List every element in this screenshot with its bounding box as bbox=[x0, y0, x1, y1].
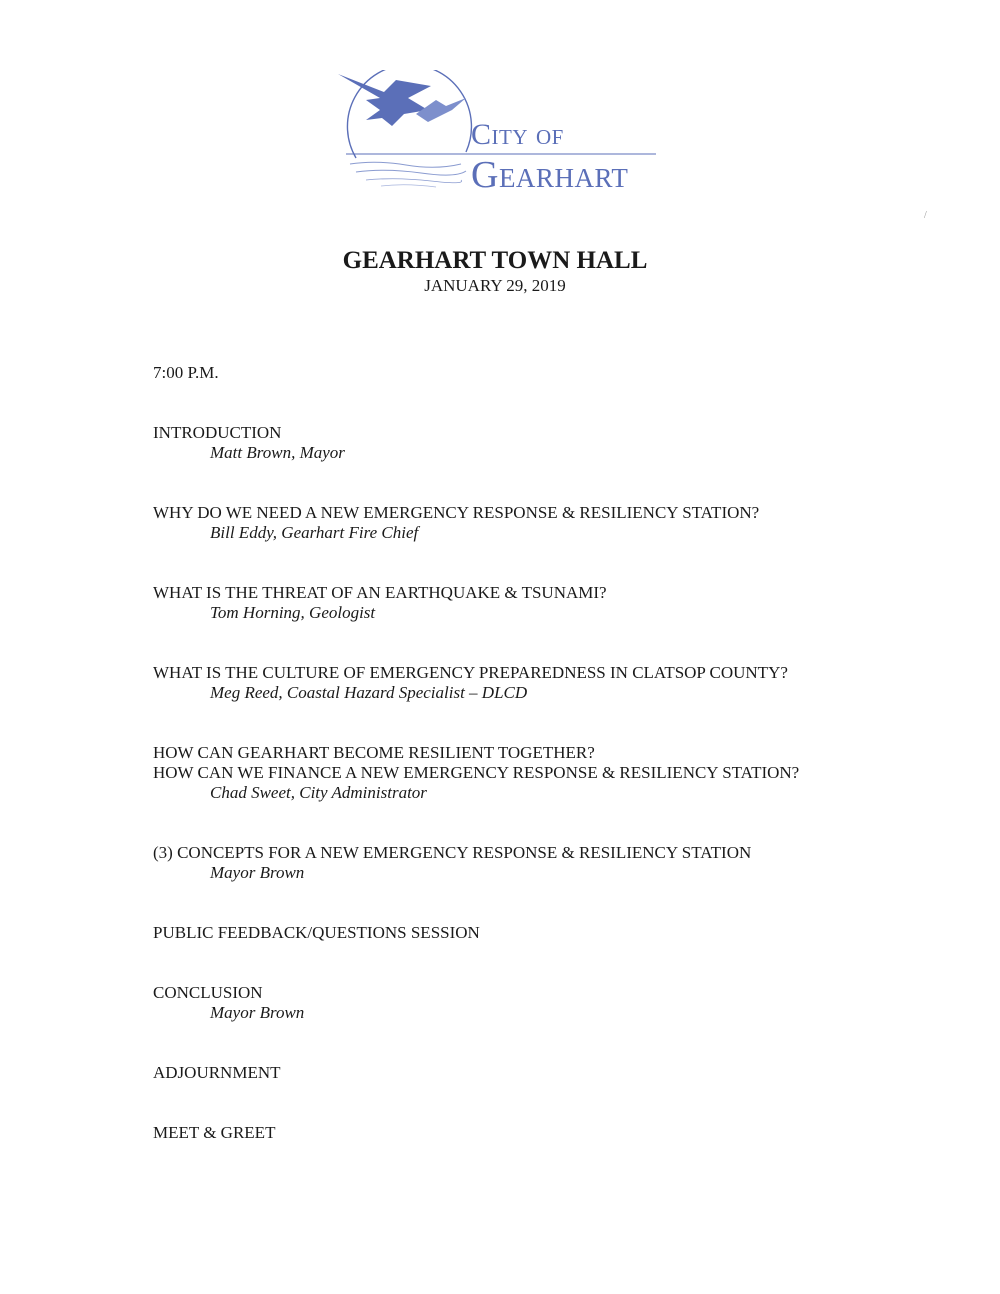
agenda-item-heading: PUBLIC FEEDBACK/QUESTIONS SESSION bbox=[153, 923, 480, 942]
agenda-item bbox=[153, 983, 304, 1023]
agenda-item-heading: WHY DO WE NEED A NEW EMERGENCY RESPONSE & RESILIENCY STATION? bbox=[153, 503, 760, 522]
agenda-item-speaker: Mayor Brown bbox=[210, 1003, 305, 1022]
agenda-item bbox=[153, 743, 799, 803]
agenda-item-speaker: Chad Sweet, City Administrator bbox=[210, 783, 427, 802]
agenda-item bbox=[153, 1063, 281, 1083]
agenda-item-heading: WHAT IS THE THREAT OF AN EARTHQUAKE & TSUNAMI? bbox=[153, 583, 607, 602]
agenda-item-heading: HOW CAN GEARHART BECOME RESILIENT TOGETHER? bbox=[153, 743, 595, 762]
agenda-item-heading: MEET & GREET bbox=[153, 1123, 276, 1142]
city-logo bbox=[336, 70, 666, 200]
agenda-item bbox=[153, 843, 751, 883]
agenda-item-speaker: Mayor Brown bbox=[210, 863, 305, 882]
agenda-item-heading: (3) CONCEPTS FOR A NEW EMERGENCY RESPONSE & RESILIENCY STATION bbox=[153, 843, 752, 862]
agenda-item-speaker: Meg Reed, Coastal Hazard Specialist – DLCD bbox=[210, 683, 528, 702]
agenda-time-text: 7:00 P.M. bbox=[153, 363, 219, 382]
agenda-item-heading: INTRODUCTION bbox=[153, 423, 282, 442]
agenda-item bbox=[153, 923, 480, 943]
agenda-item bbox=[153, 663, 788, 703]
logo-city-text: City of bbox=[471, 118, 564, 151]
agenda-item bbox=[153, 583, 607, 623]
agenda-item bbox=[153, 1123, 275, 1143]
agenda-item-speaker: Matt Brown, Mayor bbox=[210, 443, 345, 462]
agenda-item-heading: ADJOURNMENT bbox=[153, 1063, 281, 1082]
agenda-item bbox=[153, 423, 345, 463]
meeting-date: JANUARY 29, 2019 bbox=[424, 276, 566, 295]
logo-name-text: Gearhart bbox=[471, 154, 629, 196]
agenda-item bbox=[153, 503, 759, 543]
scan-speck: / bbox=[924, 210, 927, 221]
agenda-item-heading: CONCLUSION bbox=[153, 983, 263, 1002]
agenda-item-speaker: Bill Eddy, Gearhart Fire Chief bbox=[210, 523, 419, 542]
page-title: GEARHART TOWN HALL bbox=[342, 247, 648, 274]
agenda-item-heading: WHAT IS THE CULTURE OF EMERGENCY PREPAREDNESS IN CLATSOP COUNTY? bbox=[153, 663, 788, 682]
agenda-time bbox=[153, 363, 219, 383]
agenda-item-speaker: Tom Horning, Geologist bbox=[210, 603, 376, 622]
agenda-item-heading-2: HOW CAN WE FINANCE A NEW EMERGENCY RESPONSE & RESILIENCY STATION? bbox=[153, 763, 800, 782]
